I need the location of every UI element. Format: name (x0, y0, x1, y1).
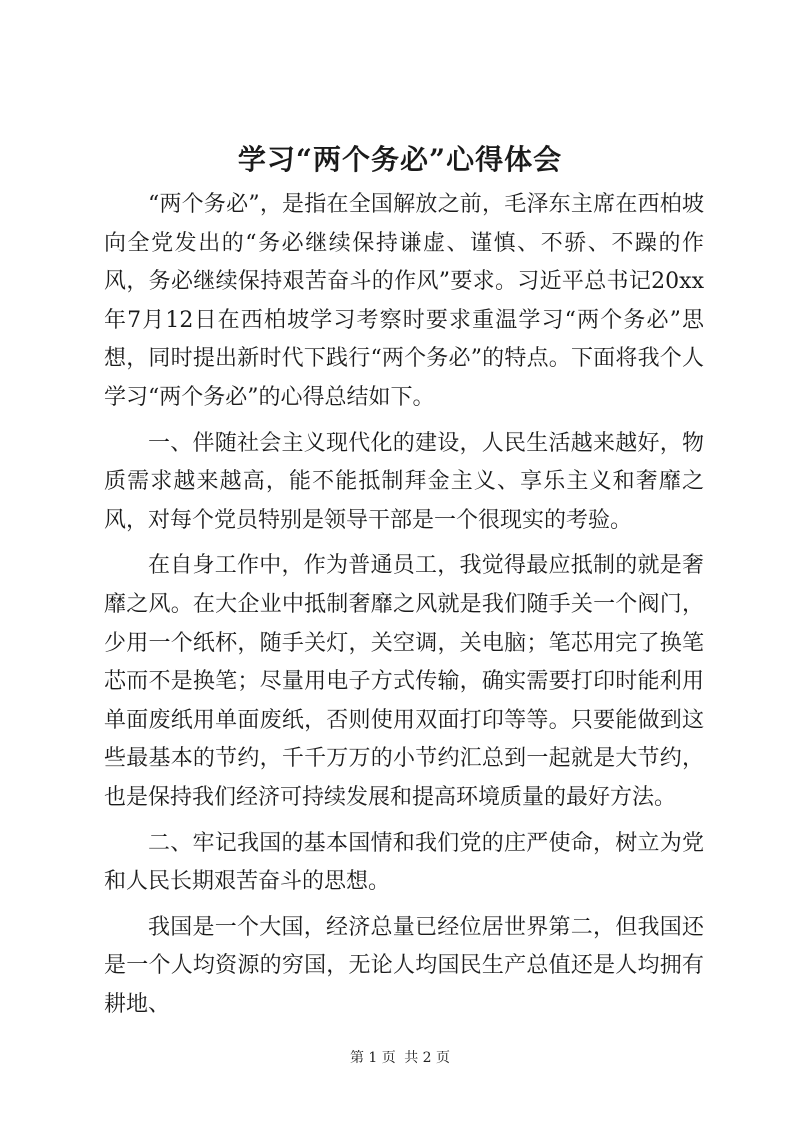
page-total: 共 2 页 (404, 1050, 451, 1066)
paragraph-work-practice: 在自身工作中，作为普通员工，我觉得最应抵制的就是奢靡之风。在大企业中抵制奢靡之风就是我们随手关一个阀门，少用一个纸杯，随手关灯，关空调，关电脑；笔芯用完了换笔芯而不是换笔；尽量用电子方式传输，确实需要打印时能利用单面废纸用单面废纸，否则使用双面打印等等。只要能做到这些最基本的节约，千千万万的小节约汇总到一起就是大节约，也是保持我们经济可持续发展和提高环境质量的最好方法。 (104, 553, 704, 810)
document-body (104, 186, 704, 1031)
document-title: 学习“两个务必”心得体会 (237, 143, 563, 176)
paragraph-national-condition: 我国是一个大国，经济总量已经位居世界第二，但我国还是一个人均资源的穷国，无论人均国民生产总值还是人均拥有耕地、 (104, 914, 704, 1017)
page-number: 第 1 页 (349, 1050, 396, 1066)
page-footer (0, 1048, 800, 1068)
paragraph-point-two: 二、牢记我国的基本国情和我们党的庄严使命，树立为党和人民长期艰苦奋斗的思想。 (104, 830, 704, 895)
paragraph-intro: “两个务必”，是指在全国解放之前，毛泽东主席在西柏坡向全党发出的“务必继续保持谦虚、谨慎、不骄、不躁的作风，务必继续保持艰苦奋斗的作风”要求。习近平总书记20xx年7月12日在西柏坡学习考察时要求重温学习“两个务必”思想，同时提出新时代下践行“两个务必”的特点。下面将我个人学习“两个务必”的心得总结如下。 (104, 192, 704, 410)
paragraph-point-one: 一、伴随社会主义现代化的建设，人民生活越来越好，物质需求越来越高，能不能抵制拜金主义、享乐主义和奢靡之风，对每个党员特别是领导干部是一个很现实的考验。 (104, 430, 704, 533)
